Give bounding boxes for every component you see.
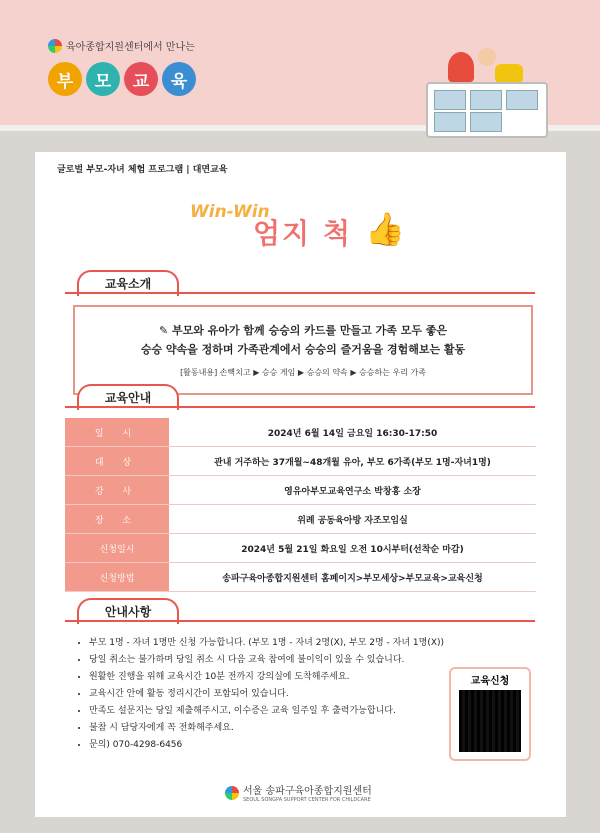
section-notice: 안내사항: [77, 598, 179, 624]
org-logo: [48, 38, 195, 53]
table-row: [65, 418, 536, 447]
list-item: • 당일 취소는 불가하며 당일 취소 시 다음 교육 참여에 불이익이 있을 수 있습니다.: [89, 652, 479, 669]
qr-label: 교육신청: [470, 676, 510, 687]
footer-sub: SEOUL SONGPA SUPPORT CENTER FOR CHILDCARE: [243, 797, 371, 803]
toy-doll-icon: [448, 52, 474, 82]
toy-ball-icon: [478, 48, 496, 66]
intro-line-1: ✎ 부모와 유아가 함께 승승의 카드를 만들고 가족 모두 좋은: [158, 324, 448, 337]
row-key: 신청방법: [65, 563, 169, 592]
list-item: • 만족도 설문지는 당일 제출해주시고, 이수증은 교육 일주일 후 출력가능합니다.: [89, 703, 479, 720]
org-line: 육아종합지원센터에서 만나는: [66, 42, 195, 53]
row-key: 일 시: [65, 418, 169, 447]
list-item: • 문의) 070-4298-6456: [89, 737, 479, 754]
table-row: [65, 505, 536, 534]
table-row: [65, 476, 536, 505]
intro-line-2: 승승 약속을 정하며 가족관계에서 승승의 즐거움을 경험해보는 활동: [140, 343, 466, 356]
list-item: • 원활한 진행을 위해 교육시간 10분 전까지 강의실에 도착해주세요.: [89, 669, 479, 686]
table-row: [65, 563, 536, 592]
badge-gyo: 교: [124, 62, 158, 96]
winwin-label: Win-Win: [190, 202, 270, 222]
list-item: • 교육시간 안에 활동 정리시간이 포함되어 있습니다.: [89, 686, 479, 703]
row-value: 2024년 5월 21일 화요일 오전 10시부터(선착순 마감): [169, 534, 536, 563]
footer-logo: [225, 782, 372, 803]
list-item: • 불참 시 담당자에게 꼭 전화해주세요.: [89, 720, 479, 737]
thumbs-up-icon: 👍: [365, 210, 405, 248]
qr-code-icon[interactable]: [459, 690, 521, 752]
notice-list: [75, 635, 479, 754]
footer-name: 서울 송파구육아종합지원센터: [243, 786, 372, 797]
row-key: 장 소: [65, 505, 169, 534]
section-intro-line: [65, 292, 535, 294]
toy-phone-icon: [495, 64, 523, 84]
section-info-line: [65, 406, 535, 408]
program-label: 글로벌 부모-자녀 체험 프로그램 | 대면교육: [57, 165, 228, 175]
page-title: 엄지 척: [253, 217, 352, 250]
logo-icon: [225, 786, 239, 800]
title-badges: [48, 62, 196, 96]
intro-text-1: 부모와 유아가 함께 승승의 카드를 만들고 가족 모두 좋은: [172, 324, 448, 337]
logo-icon: [48, 39, 62, 53]
row-value: 2024년 6월 14일 금요일 16:30-17:50: [169, 418, 536, 447]
row-value: 위례 공동육아방 자조모임실: [169, 505, 536, 534]
info-table: [65, 418, 536, 592]
section-info: 교육안내: [77, 384, 179, 410]
activity-line: [활동내용] 손뼉치고 ▶ 승승 게임 ▶ 승승의 약속 ▶ 승승하는 우리 가족: [180, 368, 426, 377]
qr-box[interactable]: [449, 667, 531, 761]
row-key: 강 사: [65, 476, 169, 505]
row-value: 영유아부모교육연구소 박창홍 소장: [169, 476, 536, 505]
section-intro: 교육소개: [77, 270, 179, 296]
table-row: [65, 534, 536, 563]
table-row: [65, 447, 536, 476]
row-value: 송파구육아종합지원센터 홈페이지>부모세상>부모교육>교육신청: [169, 563, 536, 592]
section-notice-line: [65, 620, 535, 622]
list-item: • 부모 1명 - 자녀 1명만 신청 가능합니다. (부모 1명 - 자녀 2명(X), 부모 2명 - 자녀 1명(X)): [89, 635, 479, 652]
toy-shelf-icon: [426, 82, 548, 138]
intro-box: [73, 305, 533, 395]
row-value: 관내 거주하는 37개월~48개월 유아, 부모 6가족(부모 1명-자녀1명): [169, 447, 536, 476]
content-card: [35, 152, 566, 817]
badge-yuk: 육: [162, 62, 196, 96]
badge-bu: 부: [48, 62, 82, 96]
row-key: 신청일시: [65, 534, 169, 563]
row-key: 대 상: [65, 447, 169, 476]
badge-mo: 모: [86, 62, 120, 96]
